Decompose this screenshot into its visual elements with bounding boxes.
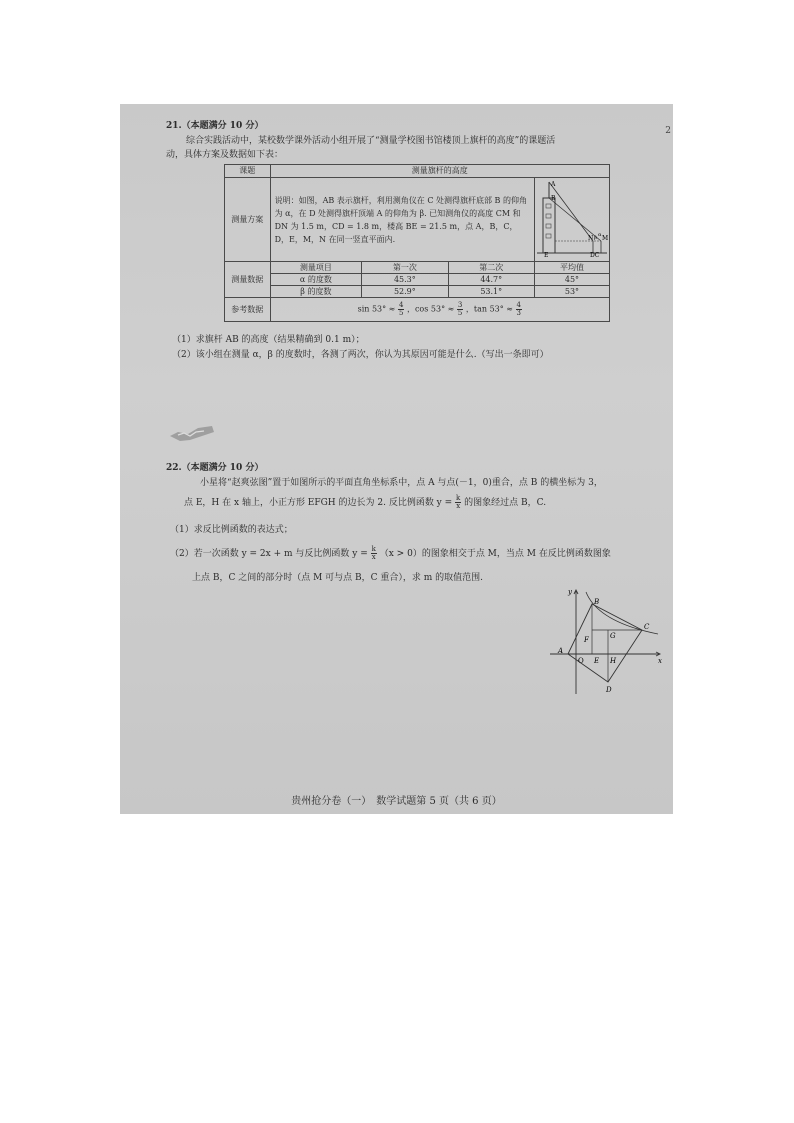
survey-table (224, 164, 610, 322)
row-beta-avg: 53° (534, 286, 609, 298)
ref-tan-prefix: ，tan 53° ≈ (465, 304, 513, 314)
label-B: B (594, 598, 600, 606)
q21-sub1: （1）求旗杆 AB 的高度（结果精确到 0.1 m）； (172, 335, 365, 345)
label-D: D (606, 686, 612, 694)
col-header-first: 第一次 (362, 262, 448, 274)
label-N: N (587, 235, 594, 242)
q22-sub2-num: k (371, 545, 376, 553)
ref-values (270, 298, 609, 322)
q22-line2-pre: 点 E，H 在 x 轴上，小正方形 EFGH 的边长为 2. 反比例函数 y = (184, 498, 453, 508)
ref-tan-den: 3 (516, 309, 522, 317)
label-y: y (568, 588, 572, 596)
q22-sub2 (170, 546, 611, 561)
ref-tan-num: 4 (516, 301, 522, 309)
row-alpha-avg: 45° (534, 274, 609, 286)
ref-cos-frac (457, 302, 463, 317)
ref-sin-prefix: sin 53° ≈ (357, 304, 396, 314)
plan-text: 说明：如图，AB 表示旗杆，利用测角仪在 C 处测得旗杆底部 B 的仰角为 α，在 D 处测得旗杆顶端 A 的仰角为 β. 已知测角仪的高度 CM 和 DN 为 1.5 m，CD = 1.8 m，楼高 BE = 21.5 m，点 A，B，C，D，E，M，N 在同一竖直平面内. (270, 178, 534, 262)
plan-figure-cell (534, 178, 609, 262)
topic-label: 课题 (225, 165, 271, 178)
page-footer: 贵州抢分卷（一） 数学试题第 5 页（共 6 页） (291, 796, 502, 807)
ref-sin-num: 4 (398, 301, 404, 309)
row-beta-item: β 的度数 (270, 286, 362, 298)
q22-line2-num: k (456, 494, 461, 502)
data-label: 测量数据 (225, 262, 271, 298)
q21-intro-line1: 综合实践活动中，某校数学课外活动小组开展了“测量学校图书馆楼顶上旗杆的高度”的课题活 (186, 136, 556, 146)
label-A: A (558, 647, 564, 655)
window (546, 204, 551, 208)
q22-line2-den: x (456, 502, 461, 510)
ref-cos-prefix: ，cos 53° ≈ (406, 304, 455, 314)
q22-sub2-pre: （2）若一次函数 y = 2x + m 与反比例函数 y = (170, 549, 368, 559)
flagpole-figure (535, 178, 609, 258)
q21-header: 21.（本题满分 10 分） (166, 121, 264, 131)
q22-sub2-frac (371, 546, 377, 561)
q22-line2-post: 的图象经过点 B，C. (464, 498, 547, 508)
row-alpha-first: 45.3° (362, 274, 448, 286)
row-beta-second: 53.1° (448, 286, 534, 298)
window (546, 224, 551, 228)
label-beta: β (593, 235, 597, 241)
topic-value: 测量旗杆的高度 (270, 165, 609, 178)
label-E: E (543, 252, 549, 258)
q22-header: 22.（本题满分 10 分） (166, 463, 264, 473)
ref-tan-frac (516, 302, 522, 317)
label-G: G (610, 632, 616, 640)
building-outline (543, 198, 555, 253)
q22-line1: 小星将“赵爽弦图”置于如图所示的平面直角坐标系中，点 A 与点(－1，0)重合，点 B 的横坐标为 3， (200, 478, 603, 488)
col-header-avg: 平均值 (534, 262, 609, 274)
ref-label: 参考数据 (225, 298, 271, 322)
label-O: O (578, 657, 584, 665)
ref-sin-frac (398, 302, 404, 317)
col-header-second: 第二次 (448, 262, 534, 274)
q21-sub2: （2）该小组在测量 α，β 的度数时，各测了两次，你认为其原因可能是什么.（写出一条即可） (172, 350, 549, 360)
corner-mark: 2 (665, 126, 671, 136)
label-B: B (550, 195, 556, 202)
plan-label: 测量方案 (225, 178, 271, 262)
q22-line2 (184, 495, 546, 510)
row-alpha-second: 44.7° (448, 274, 534, 286)
ref-cos-den: 5 (457, 309, 463, 317)
row-beta-first: 52.9° (362, 286, 448, 298)
label-alpha: α (597, 232, 602, 238)
big-square (568, 604, 642, 682)
ref-cos-num: 3 (457, 301, 463, 309)
label-E: E (594, 657, 600, 665)
exam-sheet (120, 104, 673, 814)
label-F: F (584, 636, 589, 644)
ref-sin-den: 5 (398, 309, 404, 317)
label-H: H (610, 657, 617, 665)
q22-sub1: （1）求反比例函数的表达式； (170, 525, 293, 535)
label-C: C (644, 623, 650, 631)
q22-sub2-line2: 上点 B，C 之间的部分时（点 M 可与点 B，C 重合），求 m 的取值范围. (192, 573, 483, 583)
q22-sub2-post: （x > 0）的图象相交于点 M，当点 M 在反比例函数图象 (379, 549, 611, 559)
sight-line-beta (549, 182, 593, 241)
table-row (225, 286, 610, 298)
label-DC: DC (589, 252, 600, 258)
q22-line2-frac (455, 495, 461, 510)
row-alpha-item: α 的度数 (270, 274, 362, 286)
window (546, 234, 551, 238)
scan-stamp-mark (168, 422, 218, 444)
col-header-item: 测量项目 (270, 262, 362, 274)
window (546, 214, 551, 218)
label-A: A (550, 181, 556, 188)
label-x: x (658, 657, 662, 665)
label-M: M (601, 235, 609, 242)
coordinate-figure (546, 582, 666, 702)
q21-intro-line2: 动，具体方案及数据如下表： (166, 150, 284, 160)
q22-sub2-den: x (371, 553, 376, 561)
table-row (225, 274, 610, 286)
